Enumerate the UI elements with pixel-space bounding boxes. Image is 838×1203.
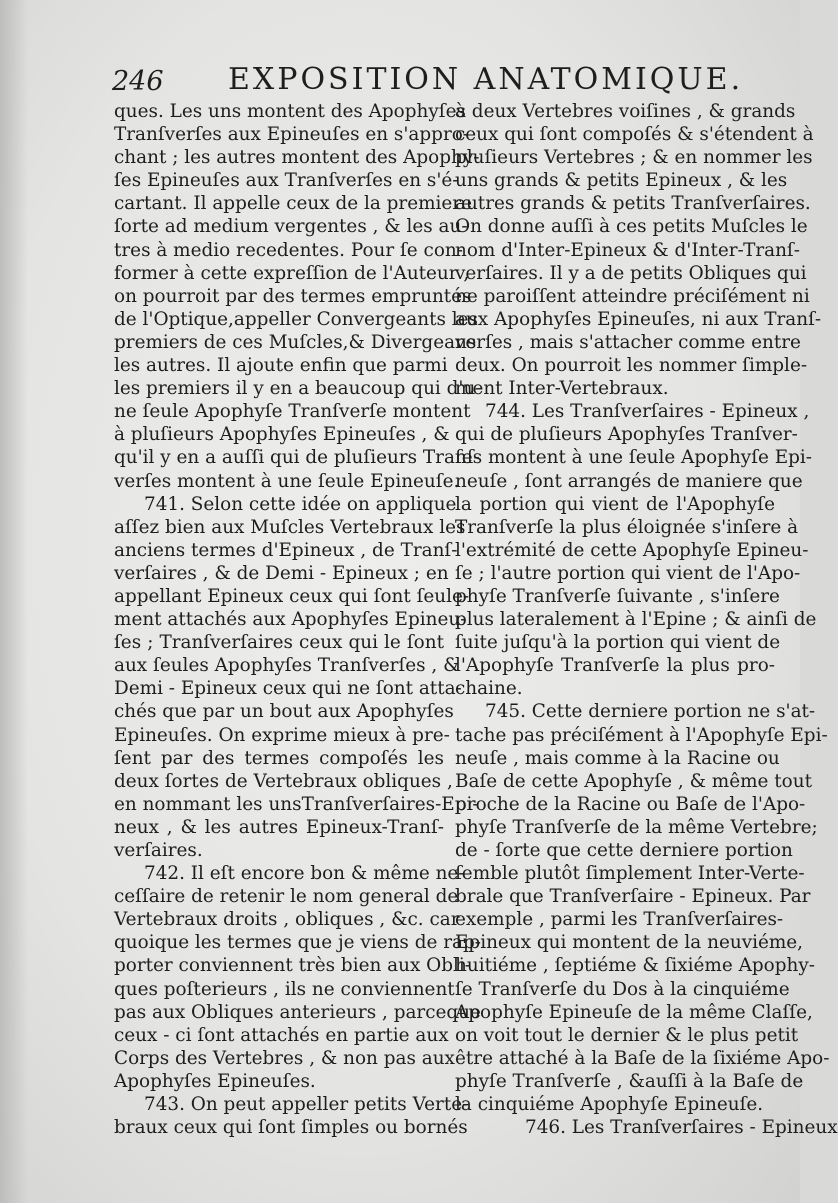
text-line: ceux - ci ſont attachés en partie aux — [114, 1024, 449, 1046]
text-line: phyſe Tranſverſe de la même Vertebre; — [455, 816, 818, 838]
text-line: aux Apophyſes Epineuſes, ni aux Tranſ- — [455, 308, 822, 330]
text-line: cartant. Il appelle ceux de la premiere — [114, 193, 472, 215]
text-line: la cinquiéme Apophyſe Epineuſe. — [455, 1094, 764, 1116]
text-line: chant ; les autres montent des Apophy- — [114, 147, 480, 169]
text-line: Epineuſes. On exprime mieux à pre- — [114, 724, 450, 746]
text-line: verſes , mais s'attacher comme entre — [455, 331, 801, 353]
text-line: 744. Les Tranſverſaires - Epineux , — [485, 401, 810, 423]
text-line: phyſe Tranſverſe ſuivante , s'inſere — [455, 585, 780, 607]
text-line: ment attachés aux Apophyſes Epineu- — [114, 609, 467, 631]
text-line: qu'il y en a auſſi qui de pluſieurs Tranſ- — [114, 447, 480, 469]
text-line: ceux qui ſont compoſés & s'étendent à — [455, 124, 814, 146]
text-line: ques. Les uns montent des Apophyſes — [114, 101, 466, 122]
page-gutter-shadow — [0, 0, 28, 1203]
text-line: uns grands & petits Epineux , & les — [455, 170, 788, 192]
text-line: Apophyſes Epineuſes. — [114, 1070, 316, 1092]
running-title: EXPOSITION ANATOMIQUE. — [228, 62, 744, 97]
text-line: deux. On pourroit les nommer ſimple- — [455, 355, 808, 377]
text-line: l'Apophyſe Tranſverſe la plus pro- — [455, 655, 775, 677]
text-line: phyſe Tranſverſe , &auſſi à la Baſe de — [455, 1070, 804, 1092]
text-line: plus lateralement à l'Epine ; & ainſi de — [455, 609, 817, 631]
text-line: 741. Selon cette idée on applique — [144, 493, 457, 515]
text-line: les premiers il y en a beaucoup qui d'u- — [114, 378, 482, 400]
text-line: On donne auſſi à ces petits Muſcles le — [455, 216, 808, 238]
text-line: Demi - Epineux ceux qui ne ſont atta- — [114, 678, 462, 700]
text-line: en nommant les unsTranſverſaires-Epi- — [114, 793, 479, 815]
text-line: ſes montent à une ſeule Apophyſe Epi- — [455, 447, 813, 469]
text-line: ſent par des termes compoſés les — [114, 747, 444, 769]
text-line: ſuite juſqu'à la portion qui vient de — [455, 632, 781, 654]
text-line: à deux Vertebres voiſines , & grands — [455, 101, 796, 122]
text-line: neuſe , ſont arrangés de maniere que — [455, 470, 803, 492]
text-line: neux , & les autres Epineux-Tranſ- — [114, 816, 444, 838]
page-number: 246 — [112, 66, 164, 97]
catchword-line: 746. Les Tranſverſaires - Epineux — [525, 1117, 838, 1139]
text-line: huitiéme , ſeptiéme & ſixiéme Apophy- — [455, 955, 815, 977]
text-line: pluſieurs Vertebres ; & en nommer les — [455, 147, 813, 169]
text-line: verſes montent à une ſeule Epineuſe. — [114, 470, 460, 492]
text-line: qui de pluſieurs Apophyſes Tranſver- — [455, 424, 798, 446]
text-line: exemple , parmi les Tranſverſaires- — [455, 909, 784, 931]
text-line: pas aux Obliques anterieurs , parceque — [114, 1001, 481, 1023]
text-line: verſaires. Il y a de petits Obliques qui — [455, 262, 807, 284]
text-line: ſes Epineuſes aux Tranſverſes en s'é- — [114, 170, 459, 192]
page-header — [112, 62, 772, 102]
text-line: la portion qui vient de l'Apophyſe — [455, 493, 775, 515]
text-line: ne paroiſſent atteindre préciſément ni — [455, 285, 810, 307]
text-line: quoique les termes que je viens de rap- — [114, 932, 481, 954]
text-line: brale que Tranſverſaire - Epineux. Par — [455, 886, 811, 908]
text-line: braux ceux qui ſont ſimples ou bornés — [114, 1117, 468, 1139]
text-line: deux ſortes de Vertebraux obliques , — [114, 770, 453, 792]
left-text-column — [114, 100, 482, 1139]
right-text-column — [455, 100, 838, 1139]
text-line: chés que par un bout aux Apophyſes — [114, 701, 454, 723]
text-line: ques poſterieurs , ils ne conviennent — [114, 978, 455, 1000]
text-line: Baſe de cette Apophyſe , & même tout — [455, 770, 812, 792]
text-line: 742. Il eſt encore bon & même ne- — [144, 863, 465, 885]
text-line: Apophyſe Epineuſe de la même Claſſe, — [455, 1001, 813, 1023]
text-line: Corps des Vertebres , & non pas aux — [114, 1047, 455, 1069]
text-line: Tranſverſes aux Epineuſes en s'appro- — [114, 124, 470, 146]
text-line: ſemble plutôt ſimplement Inter-Verte- — [455, 863, 805, 885]
text-line: les autres. Il ajoute enfin que parmi — [114, 355, 448, 377]
text-line: neuſe , mais comme à la Racine ou — [455, 747, 780, 769]
text-line: verſaires , & de Demi - Epineux ; en — [114, 562, 449, 584]
text-line: tres à medio recedentes. Pour ſe con- — [114, 239, 463, 261]
text-line: 745. Cette derniere portion ne s'at- — [485, 701, 816, 723]
text-line: aux ſeules Apophyſes Tranſverſes , & — [114, 655, 460, 677]
text-line: à pluſieurs Apophyſes Epineuſes , & — [114, 424, 450, 446]
text-line: de l'Optique,appeller Convergeants les — [114, 308, 478, 330]
text-line: Tranſverſe la plus éloignée s'inſere à — [455, 516, 799, 538]
text-line: autres grands & petits Tranſverſaires. — [455, 193, 811, 215]
text-line: être attaché à la Baſe de la ſixiéme Apo- — [455, 1047, 830, 1069]
text-line: l'extrémité de cette Apophyſe Epineu- — [455, 539, 809, 561]
text-line: anciens termes d'Epineux , de Tranſ- — [114, 539, 458, 561]
text-line: nom d'Inter-Epineux & d'Inter-Tranſ- — [455, 239, 800, 261]
text-line: Epineux qui montent de la neuviéme, — [455, 932, 804, 954]
text-line: chaine. — [455, 678, 523, 700]
text-line: ceſſaire de retenir le nom general de — [114, 886, 459, 908]
text-line: ſorte ad medium vergentes , & les au- — [114, 216, 468, 238]
text-line: aſſez bien aux Muſcles Vertebraux les — [114, 516, 466, 538]
text-line: proche de la Racine ou Baſe de l'Apo- — [455, 793, 806, 815]
text-line: ſes ; Tranſverſaires ceux qui le ſont — [114, 632, 444, 654]
text-line: ſe Tranſverſe du Dos à la cinquiéme — [455, 978, 790, 1000]
text-line: verſaires. — [114, 840, 203, 861]
text-line: tache pas préciſément à l'Apophyſe Epi- — [455, 724, 828, 746]
text-line: appellant Epineux ceux qui ſont ſeule- — [114, 585, 470, 607]
text-line: former à cette expreſſion de l'Auteur , — [114, 262, 470, 284]
text-line: ne ſeule Apophyſe Tranſverſe montent — [114, 401, 471, 423]
text-line: porter conviennent très bien aux Obli- — [114, 955, 472, 977]
text-line: de - ſorte que cette derniere portion — [455, 840, 793, 861]
text-line: on voit tout le dernier & le plus petit — [455, 1024, 799, 1046]
text-line: on pourroit par des termes empruntés — [114, 285, 472, 307]
text-line: premiers de ces Muſcles,& Divergeans — [114, 331, 477, 353]
text-line: 743. On peut appeller petits Verte- — [144, 1094, 469, 1116]
text-line: Vertebraux droits , obliques , &c. car — [114, 909, 460, 931]
text-line: ſe ; l'autre portion qui vient de l'Apo- — [455, 562, 801, 584]
text-line: ment Inter-Vertebraux. — [455, 378, 669, 400]
